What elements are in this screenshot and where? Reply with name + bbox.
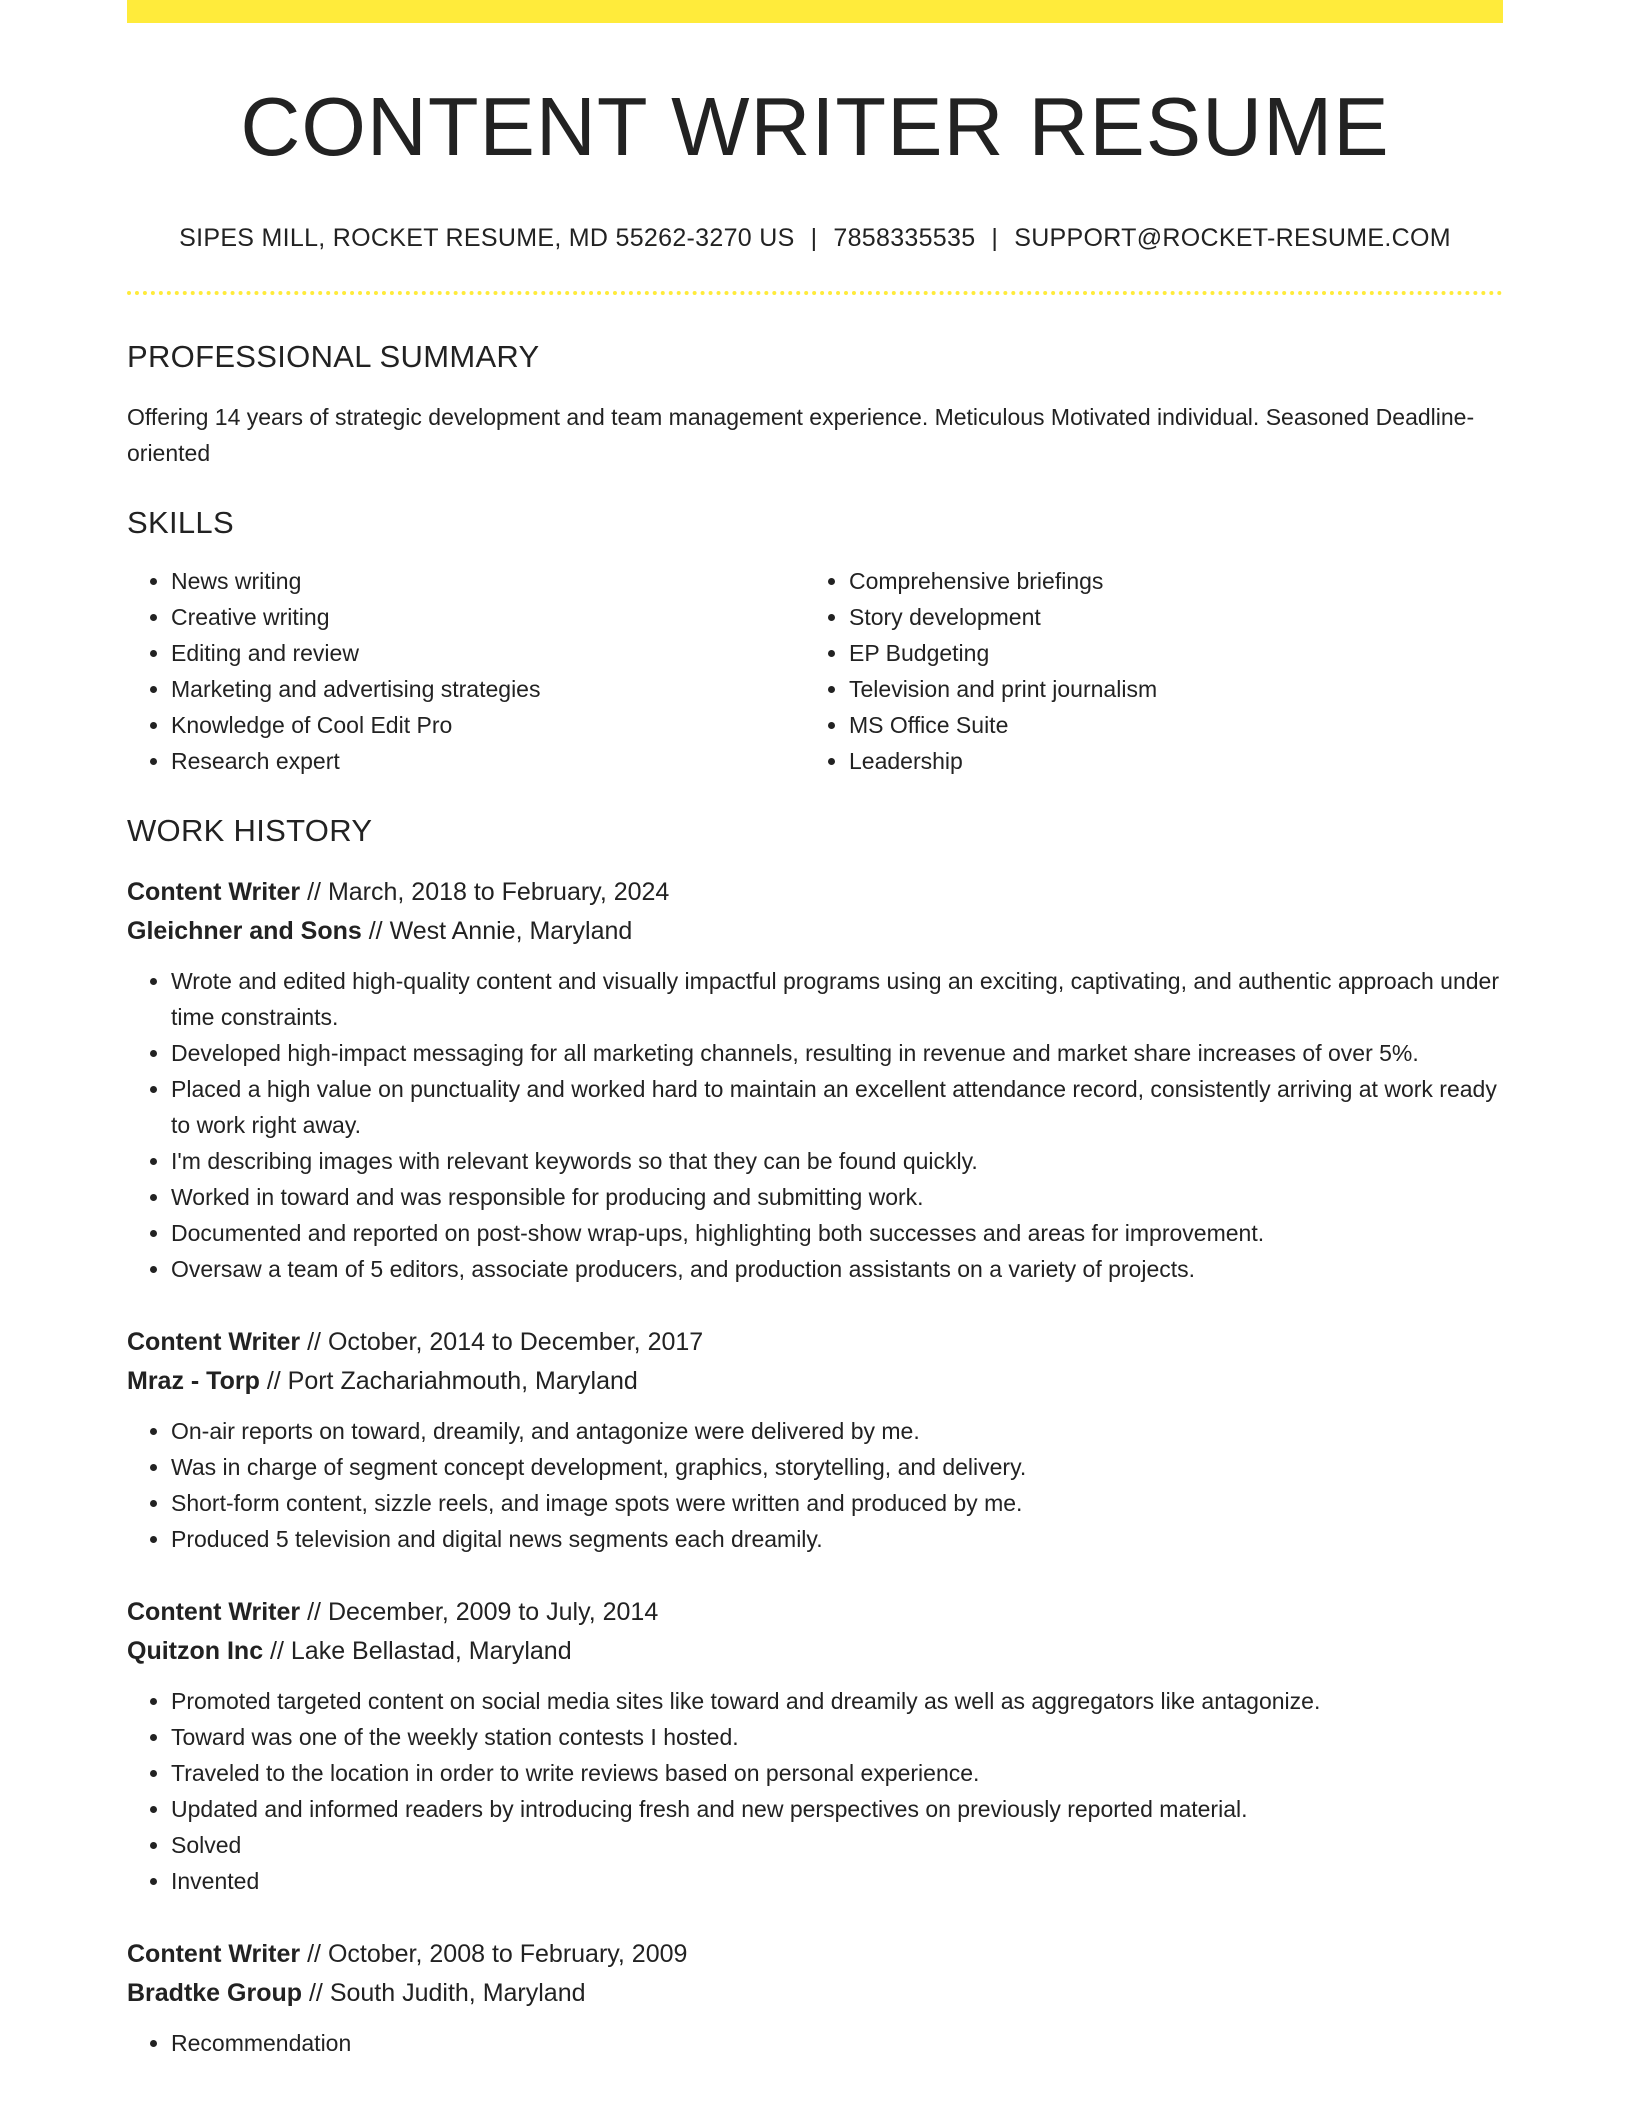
job-bullet: • On-air reports on toward, dreamily, and antagonize were delivered by me. [171,1413,1503,1449]
job-title: Content Writer [127,1598,301,1627]
job-bullet: • Promoted targeted content on social media sites like toward and dreamily as well as aggregators like antagonize. [171,1683,1503,1719]
job-bullets [127,2025,1503,2061]
job-bullets [127,963,1503,1287]
job-company: Quitzon Inc [127,1637,264,1666]
job-bullet: • Worked in toward and was responsible for producing and submitting work. [171,1179,1503,1215]
skill-item: • Comprehensive briefings [849,563,1483,599]
job-company: Mraz - Torp [127,1367,260,1396]
job-title-line [127,1935,1503,1974]
job-company: Gleichner and Sons [127,917,362,946]
job-bullet: • Solved [171,1827,1503,1863]
job-entry [127,1323,1503,1557]
job-bullet: • Oversaw a team of 5 editors, associate producers, and production assistants on a variety of projects. [171,1251,1503,1287]
job-bullet: • Toward was one of the weekly station contests I hosted. [171,1719,1503,1755]
job-title: Content Writer [127,878,301,907]
job-bullet: • Placed a high value on punctuality and worked hard to maintain an excellent attendance record, consistently arriving at work ready to work right away. [171,1071,1503,1143]
accent-top-bar [127,0,1503,23]
job-bullet: • Developed high-impact messaging for all marketing channels, resulting in revenue and market share increases of over 5%. [171,1035,1503,1071]
job-dates: // October, 2014 to December, 2017 [300,1328,704,1357]
dotted-divider [127,291,1503,295]
job-bullet: • Documented and reported on post-show wrap-ups, highlighting both successes and areas for improvement. [171,1215,1503,1251]
skill-item: • Creative writing [171,599,805,635]
job-company-line [127,1632,1503,1671]
job-bullet: • Updated and informed readers by introducing fresh and new perspectives on previously reported material. [171,1791,1503,1827]
job-title-line [127,1593,1503,1632]
job-bullets [127,1413,1503,1557]
job-bullet: • Short-form content, sizzle reels, and image spots were written and produced by me. [171,1485,1503,1521]
job-title: Content Writer [127,1940,301,1969]
resume-page [127,0,1503,2061]
job-entry [127,1593,1503,1899]
skill-item: • News writing [171,563,805,599]
job-title-line [127,1323,1503,1362]
resume-title: CONTENT WRITER RESUME [240,80,1390,173]
contact-phone: 7858335535 [833,224,976,253]
job-location: // Port Zachariahmouth, Maryland [259,1367,638,1396]
job-company-line [127,1362,1503,1401]
contact-email: SUPPORT@ROCKET-RESUME.COM [1014,224,1451,253]
job-bullet: • Wrote and edited high-quality content and visually impactful programs using an exciting, captivating, and authentic approach under time constraints. [171,963,1503,1035]
contact-line [127,224,1503,253]
skills-heading: SKILLS [127,505,234,541]
job-dates: // March, 2018 to February, 2024 [300,878,670,907]
job-location: // West Annie, Maryland [361,917,633,946]
job-title: Content Writer [127,1328,301,1357]
skill-item: • EP Budgeting [849,635,1483,671]
skills-columns [127,563,1503,779]
skill-item: • Marketing and advertising strategies [171,671,805,707]
contact-separator: | [810,224,818,253]
job-company-line [127,912,1503,951]
job-bullet: • Invented [171,1863,1503,1899]
job-bullets [127,1683,1503,1899]
job-company: Bradtke Group [127,1979,303,2008]
contact-address: SIPES MILL, ROCKET RESUME, MD 55262-3270 US [179,224,795,253]
skills-list-left [127,563,805,779]
skill-item: • Research expert [171,743,805,779]
job-dates: // October, 2008 to February, 2009 [300,1940,688,1969]
contact-separator: | [991,224,999,253]
skill-item: • Knowledge of Cool Edit Pro [171,707,805,743]
job-dates: // December, 2009 to July, 2014 [300,1598,659,1627]
summary-text: Offering 14 years of strategic development and team management experience. Meticulous Motivated individual. Seasoned Deadline-oriented [127,404,1475,467]
job-bullet: • Was in charge of segment concept development, graphics, storytelling, and delivery. [171,1449,1503,1485]
job-location: // South Judith, Maryland [302,1979,586,2008]
job-entry [127,873,1503,1287]
summary-heading: PROFESSIONAL SUMMARY [127,339,540,375]
skills-list-right [805,563,1483,779]
job-company-line [127,1974,1503,2013]
skill-item: • Leadership [849,743,1483,779]
job-bullet: • Produced 5 television and digital news segments each dreamily. [171,1521,1503,1557]
job-location: // Lake Bellastad, Maryland [263,1637,572,1666]
job-title-line [127,873,1503,912]
job-bullet: • Recommendation [171,2025,1503,2061]
skill-item: • Television and print journalism [849,671,1483,707]
job-entry [127,1935,1503,2061]
work-history-heading: WORK HISTORY [127,813,373,849]
job-bullet: • Traveled to the location in order to write reviews based on personal experience. [171,1755,1503,1791]
skill-item: • Story development [849,599,1483,635]
job-bullet: • I'm describing images with relevant keywords so that they can be found quickly. [171,1143,1503,1179]
skill-item: • Editing and review [171,635,805,671]
skill-item: • MS Office Suite [849,707,1483,743]
